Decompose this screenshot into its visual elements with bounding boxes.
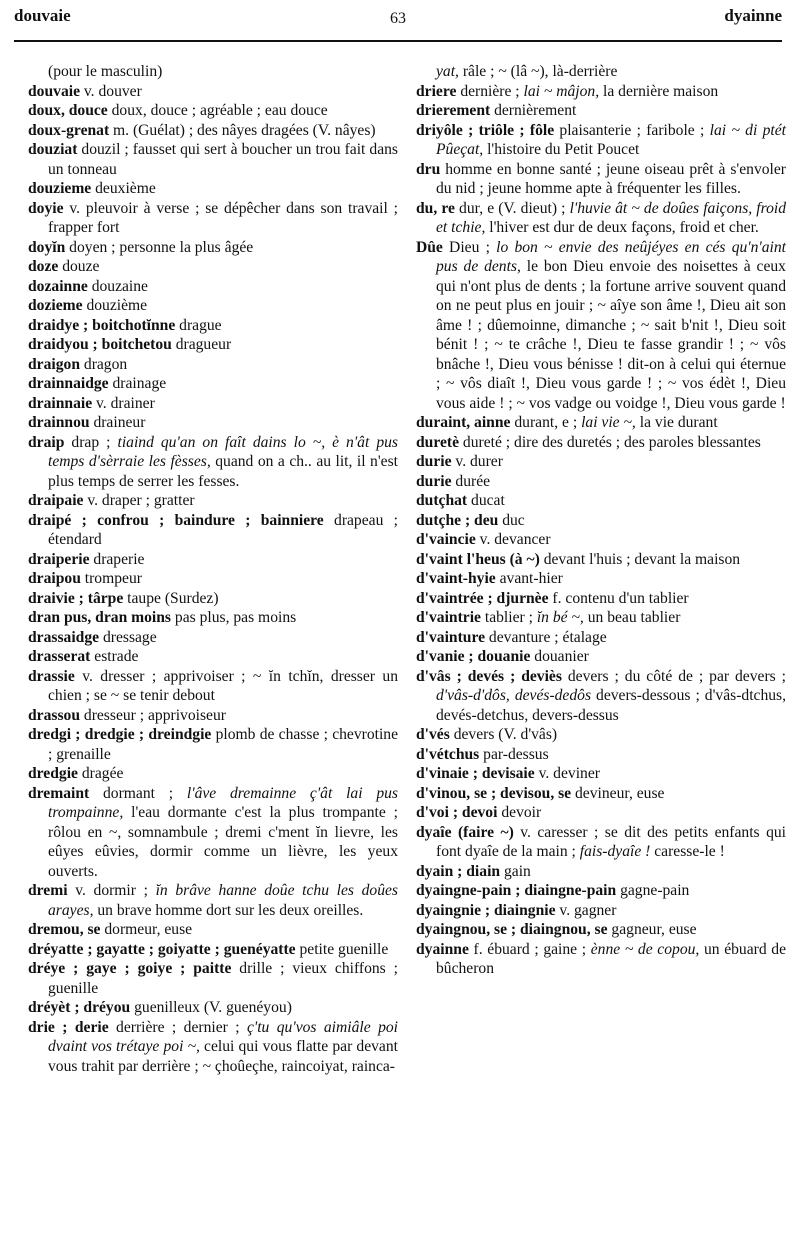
entry-gloss: doux, douce ; agréable ; eau douce [107, 102, 328, 119]
entry-gloss: douanier [530, 648, 589, 665]
entry-headword: d'vinaie ; devisaie [416, 765, 535, 782]
entry-headword: d'vaint l'heus (à ~) [416, 550, 540, 568]
header-first-entry: douvaie [14, 6, 71, 25]
dictionary-entry [416, 121, 786, 160]
entry-headword: durie [416, 472, 452, 490]
dictionary-entry [28, 101, 398, 121]
entry-gloss-continued: celui qui vous flatte par devant vous trahit par derrière ; ~ çhoûeçhe, raincoiyat, rainca- [48, 1038, 398, 1075]
entry-headword: doux-grenat [28, 121, 110, 139]
entry-gloss: petite guenille [295, 940, 389, 958]
entry-gloss-continued: la dernière maison [599, 82, 719, 100]
entry-gloss: v. devancer [475, 531, 551, 548]
entry-example: ĭn bé ~, [536, 609, 584, 626]
dictionary-entry [28, 257, 398, 277]
entry-example: ç'tu qu'vos aimiâle poi dvaint vos trétaye poi ~, [48, 1018, 398, 1055]
dictionary-entry [28, 569, 398, 589]
entry-gloss: v. douver [80, 82, 142, 100]
entry-example: tiaind qu'an on faît dains lo ~, è n'ât pus temps d'sèrraie les fèsses, [48, 433, 398, 470]
entry-gloss: drapeau ; étendard [48, 511, 398, 548]
running-header [14, 6, 782, 40]
dictionary-entry [28, 940, 398, 960]
dictionary-entry [416, 764, 786, 784]
dictionary-entry [28, 199, 398, 238]
entry-gloss-continued: quand on a ch.. au lit, il n'est plus temps de serrer les fesses. [48, 453, 398, 490]
dictionary-entry [28, 140, 398, 179]
entry-headword: dréyatte ; gayatte ; goiyatte ; guenéyatte [28, 940, 296, 958]
entry-gloss: v. drainer [92, 394, 155, 412]
dictionary-entry [416, 901, 786, 921]
entry-gloss-continued: un brave homme dort sur les deux oreilles. [93, 901, 364, 919]
dictionary-entry [28, 394, 398, 414]
entry-headword: drie ; derie [28, 1018, 109, 1036]
dictionary-entry [28, 1018, 398, 1077]
entry-example: lai ~ mâjon, [523, 82, 600, 100]
entry-headword: dru [416, 160, 441, 178]
entry-headword: dran pus, dran moins [28, 609, 171, 626]
entry-gloss-continued: caresse-le ! [650, 843, 725, 860]
entry-headword: douzieme [28, 180, 92, 197]
dictionary-entry [28, 355, 398, 375]
dictionary-entry [416, 940, 786, 979]
dictionary-entry [28, 413, 398, 433]
dictionary-entry [416, 550, 786, 570]
dictionary-entry [28, 374, 398, 394]
entry-headword: dréye ; gaye ; goiye ; paitte [28, 960, 232, 977]
dictionary-entry [416, 433, 786, 453]
dictionary-entry [28, 238, 398, 258]
dictionary-entry [28, 706, 398, 726]
entry-gloss: f. contenu d'un tablier [548, 589, 689, 607]
entry-gloss: derrière ; dernier ; [108, 1018, 247, 1036]
entry-headword: draiperie [28, 550, 90, 568]
entry-gloss: dormant ; [89, 784, 187, 802]
dictionary-entry [28, 491, 398, 511]
dictionary-entry [416, 667, 786, 726]
entry-gloss: taupe (Surdez) [123, 589, 219, 607]
entry-gloss: duc [498, 511, 525, 529]
dictionary-entry [28, 277, 398, 297]
dictionary-entry [28, 433, 398, 492]
entry-gloss-continued: la vie durant [635, 414, 718, 431]
entry-example: d'vâs-d'dôs, devés-dedôs [436, 687, 592, 704]
entry-gloss: douzil ; fausset qui sert à boucher un trou fait dans un tonneau [48, 141, 398, 178]
entry-example: lo bon ~ envie des neûjéyes en cés qu'n'aint pus de dents, [436, 238, 787, 275]
entry-gloss: devanture ; étalage [485, 628, 607, 646]
entry-example: ènne ~ de copou, [590, 940, 700, 958]
entry-example: lai vie ~, [581, 414, 636, 431]
entry-gloss: durant, e ; [510, 414, 582, 431]
entry-gloss: devineur, euse [571, 784, 665, 802]
entry-headword: draipé ; confrou ; baindure ; bainniere [28, 511, 324, 529]
entry-headword: drierement [416, 102, 491, 119]
entry-headword: d'vétchus [416, 745, 480, 763]
entry-gloss: devant l'huis ; devant la maison [539, 550, 741, 568]
entry-headword: dredgie [28, 765, 78, 782]
entry-gloss: v. pleuvoir à verse ; se dépêcher dans son travail ; frapper fort [48, 199, 398, 236]
entry-gloss: drague [175, 316, 222, 334]
entry-gloss: douzième [82, 297, 148, 314]
dictionary-entry [416, 160, 786, 199]
entry-headword: driyôle ; triôle ; fôle [416, 121, 555, 139]
entry-headword: dozieme [28, 297, 83, 314]
entry-headword: d'voi ; devoi [416, 804, 498, 821]
entry-gloss: dernière ; [456, 82, 524, 100]
entry-gloss: v. caresser ; se dit des petits enfants qui font dyaîe de la main ; [436, 823, 786, 860]
dictionary-entry [28, 121, 398, 141]
entry-gloss: avant-hier [495, 570, 563, 587]
entry-gloss: dur, e (V. dieut) ; [454, 199, 570, 217]
entry-gloss: (pour le masculin) [48, 63, 163, 80]
entry-headword: dyaîe (faire ~) [416, 823, 514, 841]
entry-gloss: v. dresser ; apprivoiser ; ~ ĭn tchĭn, dresser un chien ; se ~ se tenir debout [48, 667, 398, 704]
entry-example: lai ~ di ptét Pûeçat, [436, 121, 786, 158]
dictionary-entry [28, 647, 398, 667]
entry-gloss: v. gagner [555, 901, 617, 919]
dictionary-entry [28, 589, 398, 609]
entry-headword: Dûe [416, 238, 443, 256]
entry-gloss: Dieu ; [442, 238, 497, 256]
entry-gloss-continued: l'hiver est dur de deux façons, froid et cher. [485, 219, 759, 236]
dictionary-entry [416, 491, 786, 511]
entry-headword: drassaidge [28, 628, 100, 646]
entry-headword: douvaie [28, 82, 80, 100]
entry-gloss: draineur [89, 414, 146, 431]
dictionary-entry [416, 82, 786, 102]
entry-gloss: m. (Guélat) ; des nâyes dragées (V. nâyes) [109, 121, 376, 139]
dictionary-entry [28, 725, 398, 764]
entry-headword: dyaingnie ; diaingnie [416, 901, 556, 919]
entry-gloss: trompeur [80, 570, 142, 587]
entry-gloss: gain [500, 862, 531, 880]
entry-example: ĭn brâve hanne doûe tchu les doûes arayes, [48, 882, 398, 919]
entry-gloss: douzaine [87, 277, 148, 295]
dictionary-entry [28, 998, 398, 1018]
entry-headword: drainnou [28, 414, 90, 431]
entry-headword: dutçhe ; deu [416, 511, 499, 529]
dictionary-entry [28, 62, 398, 82]
dictionary-entry [416, 101, 786, 121]
entry-gloss-continued: l'eau dormante c'est la plus trompante ; rôlou en ~, somnambule ; dremi c'ment ĭn lievre, les eûyes eûvies, dormir comme un lièvre, les yeux ouverts. [48, 804, 398, 880]
dictionary-entry [416, 784, 786, 804]
dictionary-entry [28, 764, 398, 784]
entry-gloss: drainage [108, 375, 167, 392]
entry-headword: d'vâs ; devés ; deviès [416, 667, 562, 685]
dictionary-entry [416, 472, 786, 492]
entry-example: yat, [436, 63, 459, 80]
entry-gloss: drille ; vieux chiffons ; guenille [48, 960, 398, 997]
dictionary-entry [416, 920, 786, 940]
entry-headword: drainnaie [28, 394, 93, 412]
entry-headword: draigon [28, 355, 80, 373]
entry-gloss-continued: un beau tablier [583, 609, 681, 626]
entry-gloss: dernièrement [490, 102, 577, 119]
entry-headword: doze [28, 258, 59, 275]
entry-headword: duraint, ainne [416, 414, 511, 431]
entry-headword: doyĭn [28, 238, 66, 256]
entry-headword: dremou, se [28, 921, 101, 938]
dictionary-entry [28, 550, 398, 570]
dictionary-entry [28, 179, 398, 199]
dictionary-entry [416, 452, 786, 472]
entry-example: l'âve dremainne ç'ât lai pus trompainne, [48, 784, 399, 821]
page-number: 63 [390, 10, 406, 27]
dictionary-entry [416, 725, 786, 745]
entry-gloss: drap ; [64, 433, 118, 451]
dictionary-entry [416, 745, 786, 765]
entry-headword: dozainne [28, 277, 88, 295]
dictionary-entry [416, 881, 786, 901]
entry-headword: d'vaincie [416, 531, 476, 548]
entry-gloss: dureté ; dire des duretés ; des paroles blessantes [459, 433, 761, 451]
entry-gloss: v. deviner [534, 765, 600, 782]
entry-gloss: durée [451, 472, 491, 490]
entry-headword: dyaingne-pain ; diaingne-pain [416, 882, 617, 899]
entry-headword: dutçhat [416, 492, 468, 509]
dictionary-entry [416, 511, 786, 531]
entry-gloss: deuxième [91, 180, 156, 197]
entry-headword: doyie [28, 199, 64, 217]
entry-gloss: v. dormir ; [67, 882, 156, 899]
dictionary-entry [416, 62, 786, 82]
dictionary-entry [28, 628, 398, 648]
entry-gloss: dragée [77, 765, 124, 782]
entry-headword: dyainne [416, 940, 469, 958]
dictionary-entry [416, 803, 786, 823]
entry-headword: draivie ; târpe [28, 589, 124, 607]
entry-headword: d'vaintrée ; djurnèe [416, 589, 549, 607]
dictionary-entry [416, 569, 786, 589]
right-column [416, 62, 786, 979]
entry-headword: d'vaint-hyie [416, 570, 496, 587]
entry-gloss: pas plus, pas moins [171, 609, 297, 626]
entry-headword: dremaint [28, 784, 90, 802]
entry-headword: dyain ; diain [416, 862, 501, 880]
dictionary-entry [416, 199, 786, 238]
entry-gloss: draperie [89, 550, 145, 568]
dictionary-entry [28, 296, 398, 316]
dictionary-entry [416, 589, 786, 609]
left-column [28, 62, 398, 1076]
dictionary-entry [416, 608, 786, 628]
header-last-entry: dyainne [724, 6, 782, 25]
entry-headword: d'vainture [416, 628, 486, 646]
entry-headword: duretè [416, 433, 460, 451]
entry-headword: draipaie [28, 492, 84, 509]
entry-headword: drasserat [28, 648, 91, 665]
entry-headword: dredgi ; dredgie ; dreindgie [28, 726, 212, 743]
entry-headword: draipou [28, 570, 81, 587]
entry-gloss: doyen ; personne la plus âgée [65, 238, 254, 256]
entry-headword: drassou [28, 706, 80, 724]
entry-gloss: douze [58, 258, 100, 275]
entry-gloss: devers (V. d'vâs) [449, 726, 558, 743]
dictionary-entry [416, 628, 786, 648]
dictionary-entry [28, 881, 398, 920]
entry-gloss: homme en bonne santé ; jeune oiseau prêt à s'envoler du nid ; jeune homme apte à fréquenter les filles. [436, 160, 786, 197]
dictionary-entry [416, 823, 786, 862]
entry-gloss: estrade [90, 648, 139, 665]
entry-example: fais-dyaîe ! [579, 843, 651, 860]
entry-gloss: dressage [99, 628, 157, 646]
entry-gloss-continued: le bon Dieu envoie des noisettes à ceux qui n'ont plus de dents ; la fortune arrive souvent quand on ne peut plus en jouir ; ~ aîye son âme !, Dieu ait son âme ! ; dûemoinne, dimanche ; ~ sait b'nit !, Dieu soit bénit ! ; ~ te crâche !, Dieu te fasse grandir ! ; ~ vôs bnâche !, Dieu vous bénisse ! dit-on à celui qui éternue ; ~ vôs diaît !, Dieu vous garde ! ; ~ vos édèt !, Dieu vous aide ! ; ~ vos vadge ou voidge !, Dieu vous garde ! [436, 258, 786, 412]
dictionary-entry [28, 82, 398, 102]
entry-gloss-continued: un ébuard de bûcheron [436, 940, 787, 977]
dictionary-entry [28, 667, 398, 706]
entry-headword: dyaingnou, se ; diaingnou, se [416, 921, 608, 938]
entry-gloss: dresseur ; apprivoiseur [80, 706, 226, 724]
entry-gloss-continued: râle ; ~ (lâ ~), là-derrière [458, 63, 618, 80]
entry-headword: d'vés [416, 726, 450, 743]
entry-headword: driere [416, 82, 457, 100]
entry-gloss-continued: l'histoire du Petit Poucet [483, 141, 640, 158]
entry-headword: durie [416, 453, 452, 470]
entry-gloss: devers ; du côté de ; par devers ; [561, 667, 786, 685]
entry-headword: drainnaidge [28, 375, 109, 392]
entry-headword: drassie [28, 667, 75, 685]
entry-gloss: devoir [497, 804, 542, 821]
entry-example: l'huvie ât ~ de doûes faiçons, froid et tchie, [436, 199, 787, 236]
entry-gloss: dragon [80, 355, 128, 373]
entry-headword: draidye ; boitchotĭnne [28, 316, 176, 334]
entry-headword: d'vaintrie [416, 609, 481, 626]
entry-headword: dréyèt ; dréyou [28, 999, 131, 1016]
dictionary-entry [28, 608, 398, 628]
entry-gloss: gagne-pain [616, 882, 690, 899]
dictionary-entry [416, 238, 786, 414]
entry-gloss: ducat [467, 492, 505, 509]
dictionary-entry [28, 511, 398, 550]
entry-gloss: gagneur, euse [607, 921, 697, 938]
entry-headword: d'vanie ; douanie [416, 648, 531, 665]
entry-gloss: v. durer [451, 453, 503, 470]
dictionary-entry [416, 413, 786, 433]
header-rule [14, 40, 782, 42]
entry-gloss: v. draper ; gratter [83, 492, 195, 509]
dictionary-entry [28, 920, 398, 940]
entry-headword: doux, douce [28, 102, 108, 119]
dictionary-entry [28, 316, 398, 336]
entry-headword: du, re [416, 199, 455, 217]
entry-headword: douziat [28, 141, 78, 158]
entry-gloss: tablier ; [480, 609, 537, 626]
dictionary-entry [28, 335, 398, 355]
entry-gloss: dragueur [171, 336, 232, 353]
entry-gloss: guenilleux (V. guenéyou) [130, 999, 292, 1016]
entry-gloss: f. ébuard ; gaine ; [468, 940, 591, 958]
dictionary-entry [416, 647, 786, 667]
dictionary-entry [28, 959, 398, 998]
entry-gloss: plaisanterie ; faribole ; [554, 121, 710, 139]
entry-gloss: dormeur, euse [100, 921, 193, 938]
entry-gloss: par-dessus [479, 745, 549, 763]
dictionary-entry [28, 784, 398, 882]
dictionary-entry [416, 862, 786, 882]
entry-gloss: plomb de chasse ; chevrotine ; grenaille [48, 726, 398, 763]
entry-headword: draip [28, 433, 65, 451]
entry-gloss-continued: devers-dessous ; d'vâs-dtchus, devés-detchus, devers-dessus [436, 687, 787, 724]
entry-headword: dremi [28, 882, 68, 899]
dictionary-entry [416, 530, 786, 550]
entry-headword: draidyou ; boitchetou [28, 336, 172, 353]
entry-headword: d'vinou, se ; devisou, se [416, 784, 572, 802]
